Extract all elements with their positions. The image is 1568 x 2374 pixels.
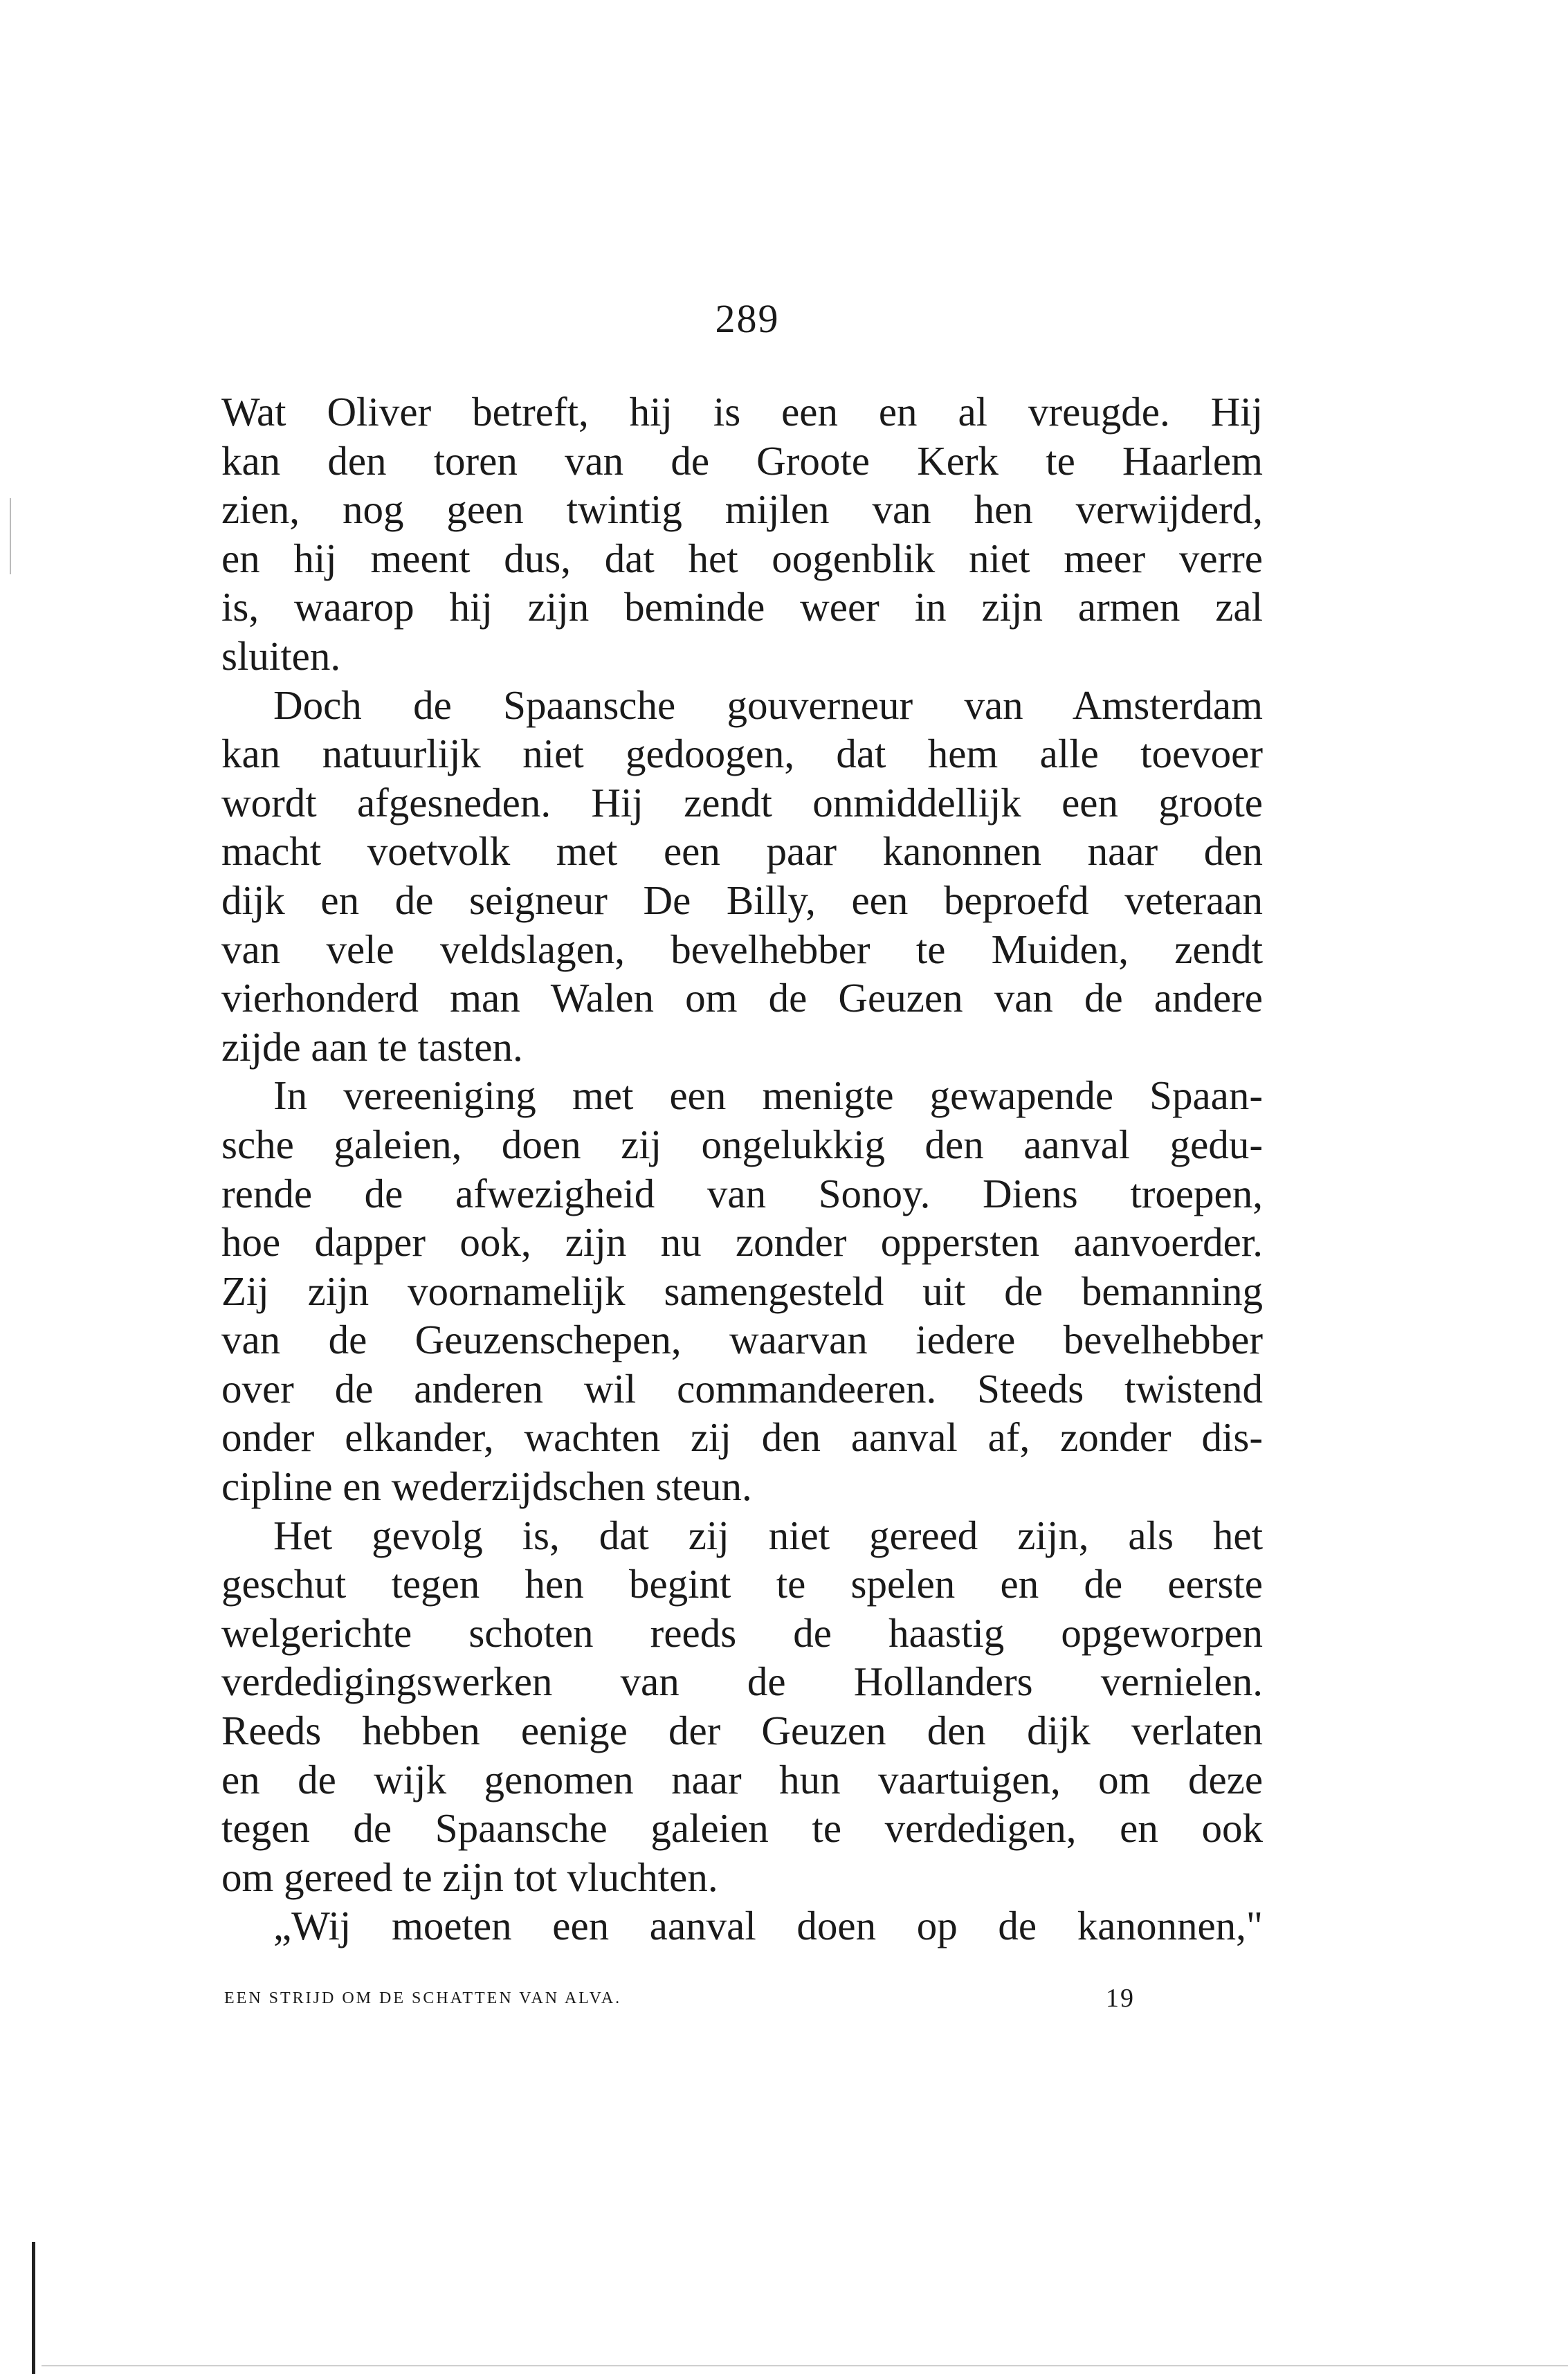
text-line: tegen de Spaansche galeien te verdedigen, en ook <box>221 1805 1263 1852</box>
text-line: Zij zijn voornamelijk samengesteld uit de bemanning <box>221 1268 1263 1314</box>
text-line: onder elkander, wachten zij den aanval af, zonder dis- <box>221 1414 1263 1461</box>
text-line: Het gevolg is, dat zij niet gereed zijn, als het <box>273 1512 1263 1558</box>
text-line: zien, nog geen twintig mijlen van hen verwijderd, <box>221 486 1263 533</box>
text-line: over de anderen wil commandeeren. Steeds twistend <box>221 1365 1263 1412</box>
text-line: verdedigingswerken van de Hollanders vernielen. <box>221 1659 1263 1705</box>
text-line: Reeds hebben eenige der Geuzen den dijk verlaten <box>221 1708 1263 1754</box>
text-line: om gereed te zijn tot vluchten. <box>221 1854 718 1900</box>
text-line: zijde aan te tasten. <box>221 1023 523 1070</box>
text-line: en de wijk genomen naar hun vaartuigen, om deze <box>221 1756 1263 1802</box>
scan-edge-mark-bottom <box>32 2242 35 2374</box>
text-line: welgerichte schoten reeds de haastig opgeworpen <box>221 1609 1263 1656</box>
text-line: macht voetvolk met een paar kanonnen naar den <box>221 828 1263 875</box>
page-number: 289 <box>715 296 780 341</box>
text-line: dijk en de seigneur De Billy, een beproefd veteraan <box>221 877 1263 923</box>
text-line: van vele veldslagen, bevelhebber te Muiden, zendt <box>221 926 1263 972</box>
scan-edge-mark-top <box>10 498 11 574</box>
text-line: Doch de Spaansche gouverneur van Amsterdam <box>273 682 1263 728</box>
text-line: sluiten. <box>221 632 341 679</box>
footer-signature-number: 19 <box>1106 1984 1135 2013</box>
text-line: In vereeniging met een menigte gewapende Spaan- <box>273 1072 1263 1119</box>
scan-edge-line <box>42 2365 1568 2366</box>
text-line: vierhonderd man Walen om de Geuzen van de andere <box>221 975 1263 1021</box>
text-line: hoe dapper ook, zijn nu zonder oppersten aanvoerder. <box>221 1219 1263 1266</box>
text-line: kan natuurlijk niet gedoogen, dat hem alle toevoer <box>221 731 1263 777</box>
text-line: kan den toren van de Groote Kerk te Haarlem <box>221 437 1263 484</box>
text-line: Wat Oliver betreft, hij is een en al vreugde. Hij <box>221 389 1263 435</box>
text-line: en hij meent dus, dat het oogenblik niet meer verre <box>221 535 1263 581</box>
text-line: sche galeien, doen zij ongelukkig den aanval gedu- <box>221 1121 1263 1167</box>
text-line: cipline en wederzijdschen steun. <box>221 1463 752 1510</box>
text-line: rende de afwezigheid van Sonoy. Diens troepen, <box>221 1170 1263 1216</box>
footer-book-title: EEN STRIJD OM DE SCHATTEN VAN ALVA. <box>224 1989 622 2007</box>
page-footer <box>221 1984 1263 2012</box>
text-line: „Wij moeten een aanval doen op de kanonnen," <box>273 1903 1263 1949</box>
body-text <box>221 387 1263 1951</box>
text-line: wordt afgesneden. Hij zendt onmiddellijk een groote <box>221 779 1263 825</box>
text-line: geschut tegen hen begint te spelen en de eerste <box>221 1561 1263 1607</box>
text-line: van de Geuzenschepen, waarvan iedere bevelhebber <box>221 1317 1263 1363</box>
text-line: is, waarop hij zijn beminde weer in zijn armen zal <box>221 584 1263 630</box>
